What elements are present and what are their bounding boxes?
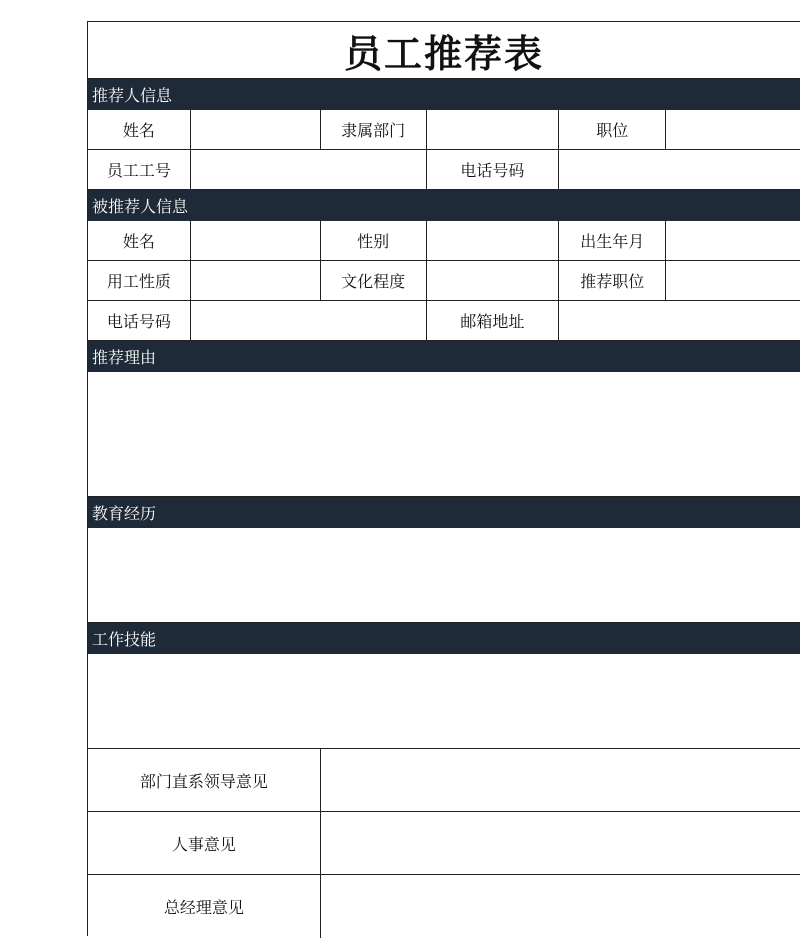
nominee-gender-field[interactable] — [427, 221, 560, 260]
opinion-row-hr — [88, 812, 800, 875]
nominee-education-field[interactable] — [427, 261, 560, 300]
recommender-phone-label: 电话号码 — [427, 150, 560, 189]
opinion-row-dept-leader — [88, 749, 800, 812]
hr-opinion-label: 人事意见 — [88, 812, 321, 874]
section-reason: 推荐理由 — [88, 341, 800, 372]
recommender-row-2 — [88, 150, 800, 190]
section-nominee-info: 被推荐人信息 — [88, 190, 800, 221]
gm-opinion-field[interactable] — [321, 875, 800, 938]
recommender-dept-label: 隶属部门 — [321, 110, 427, 149]
nominee-row-3 — [88, 301, 800, 341]
section-education-history: 教育经历 — [88, 497, 800, 528]
nominee-phone-label: 电话号码 — [88, 301, 191, 340]
reason-field[interactable] — [88, 372, 800, 497]
recommender-emp-id-field[interactable] — [191, 150, 427, 189]
nominee-education-label: 文化程度 — [321, 261, 427, 300]
section-work-skills: 工作技能 — [88, 623, 800, 654]
nominee-name-label: 姓名 — [88, 221, 191, 260]
nominee-gender-label: 性别 — [321, 221, 427, 260]
nominee-birth-label: 出生年月 — [559, 221, 666, 260]
nominee-name-field[interactable] — [191, 221, 321, 260]
nominee-emp-type-label: 用工性质 — [88, 261, 191, 300]
nominee-recommended-position-label: 推荐职位 — [559, 261, 666, 300]
recommender-position-label: 职位 — [559, 110, 666, 149]
recommender-name-label: 姓名 — [88, 110, 191, 149]
nominee-email-label: 邮箱地址 — [427, 301, 560, 340]
section-recommender-info: 推荐人信息 — [88, 79, 800, 110]
recommender-phone-field[interactable] — [559, 150, 800, 189]
work-skills-field[interactable] — [88, 654, 800, 749]
nominee-birth-field[interactable] — [666, 221, 800, 260]
recommender-position-field[interactable] — [666, 110, 800, 149]
form-title: 员工推荐表 — [88, 22, 800, 79]
education-history-field[interactable] — [88, 528, 800, 623]
recommender-emp-id-label: 员工工号 — [88, 150, 191, 189]
gm-opinion-label: 总经理意见 — [88, 875, 321, 938]
recommender-name-field[interactable] — [191, 110, 321, 149]
nominee-recommended-position-field[interactable] — [666, 261, 800, 300]
recommender-row-1 — [88, 110, 800, 150]
recommender-dept-field[interactable] — [427, 110, 560, 149]
nominee-email-field[interactable] — [559, 301, 800, 340]
nominee-phone-field[interactable] — [191, 301, 427, 340]
dept-leader-opinion-field[interactable] — [321, 749, 800, 811]
dept-leader-opinion-label: 部门直系领导意见 — [88, 749, 321, 811]
nominee-emp-type-field[interactable] — [191, 261, 321, 300]
nominee-row-2 — [88, 261, 800, 301]
hr-opinion-field[interactable] — [321, 812, 800, 874]
opinion-row-gm — [88, 875, 800, 938]
nominee-row-1 — [88, 221, 800, 261]
referral-form — [87, 21, 800, 936]
